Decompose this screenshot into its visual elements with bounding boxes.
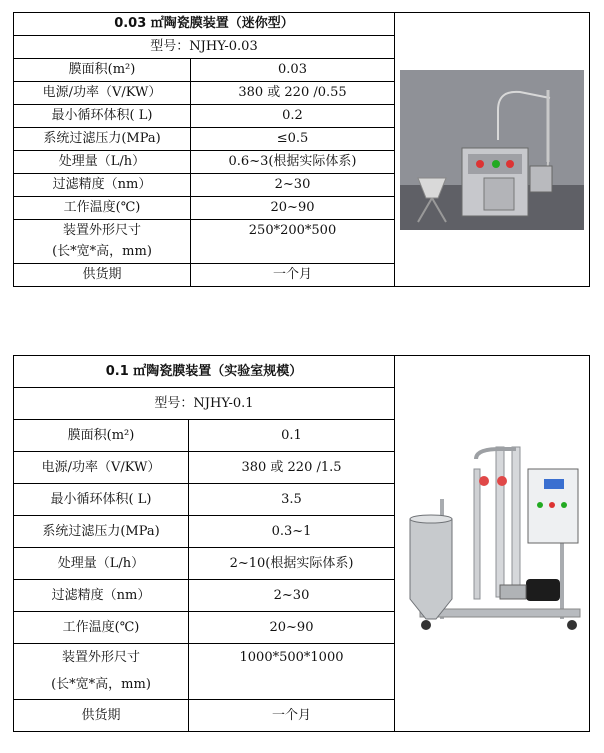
spec-value: 1000*500*1000: [189, 644, 395, 700]
spec-value: 2~30: [189, 580, 395, 612]
spec-label-line2: (长*宽*高，mm): [14, 242, 191, 264]
spec-label: 最小循环体积( L): [14, 484, 189, 516]
spec-value: 20~90: [189, 612, 395, 644]
product-title: 0.1 ㎡陶瓷膜装置（实验室规模）: [14, 356, 395, 388]
spec-label: 电源/功率（V/KW）: [14, 452, 189, 484]
spec-label: 膜面积(m²): [14, 420, 189, 452]
spec-label: 膜面积(m²): [14, 59, 191, 82]
model-number: 型号：NJHY-0.03: [14, 36, 395, 59]
spec-value: 0.03: [191, 59, 395, 82]
spec-value: 0.3~1: [189, 516, 395, 548]
spec-label: 供货期: [14, 700, 189, 732]
lab-device-photo-icon: [400, 429, 584, 659]
spec-value: 0.6~3(根据实际体系): [191, 151, 395, 174]
spec-value: 2~10(根据实际体系): [189, 548, 395, 580]
spec-label: 最小循环体积( L): [14, 105, 191, 128]
mini-device-photo-icon: [400, 70, 584, 230]
spec-label: 供货期: [14, 264, 191, 287]
spec-value: 20~90: [191, 197, 395, 220]
spec-value: 2~30: [191, 174, 395, 197]
spec-label: 过滤精度（nm）: [14, 580, 189, 612]
product-photo-cell: [395, 356, 590, 732]
spec-label: 装置外形尺寸: [14, 644, 189, 672]
spec-label: 工作温度(℃): [14, 612, 189, 644]
spec-value: 一个月: [191, 264, 395, 287]
spec-label: 系统过滤压力(MPa): [14, 128, 191, 151]
spec-value: 380 或 220 /0.55: [191, 82, 395, 105]
spec-label: 处理量（L/h）: [14, 548, 189, 580]
spec-label: 装置外形尺寸: [14, 220, 191, 242]
spec-label: 电源/功率（V/KW）: [14, 82, 191, 105]
product-title: 0.03 ㎡陶瓷膜装置（迷你型）: [14, 13, 395, 36]
spec-table-lab: [13, 355, 590, 732]
spec-table-mini: [13, 12, 590, 287]
spec-label: 系统过滤压力(MPa): [14, 516, 189, 548]
spec-value: ≤0.5: [191, 128, 395, 151]
spec-label: 工作温度(℃): [14, 197, 191, 220]
spec-value: 一个月: [189, 700, 395, 732]
spec-value: 3.5: [189, 484, 395, 516]
spec-value: 0.1: [189, 420, 395, 452]
spec-value: 0.2: [191, 105, 395, 128]
spec-label: 过滤精度（nm）: [14, 174, 191, 197]
spec-value: 380 或 220 /1.5: [189, 452, 395, 484]
spec-label: 处理量（L/h）: [14, 151, 191, 174]
product-photo-cell: [395, 13, 590, 287]
spec-value: 250*200*500: [191, 220, 395, 264]
spec-label-line2: (长*宽*高，mm): [14, 672, 189, 700]
model-number: 型号：NJHY-0.1: [14, 388, 395, 420]
